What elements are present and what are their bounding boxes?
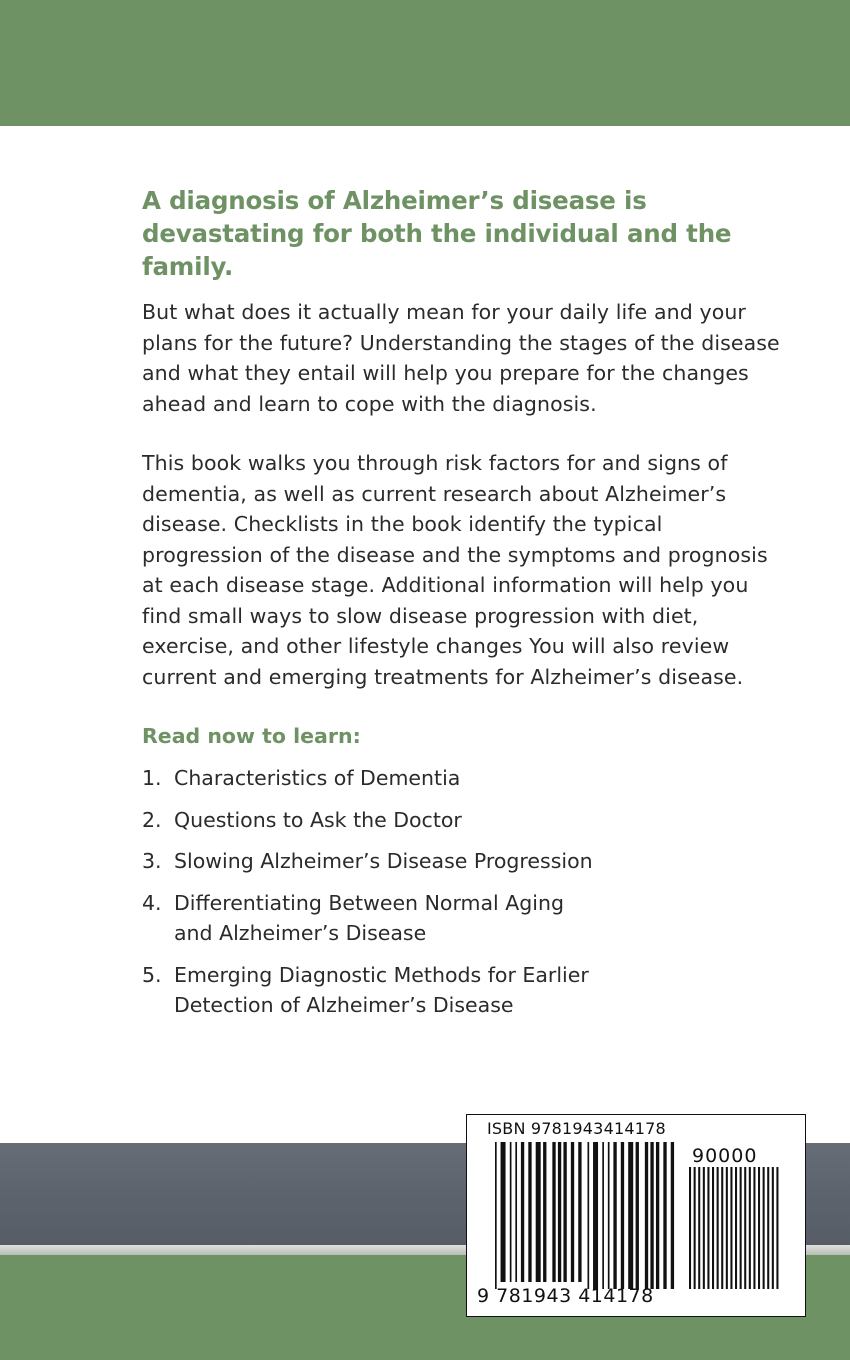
barcode-bar bbox=[650, 1142, 653, 1289]
description-paragraph-1: But what does it actually mean for your daily life and your plans for the future? Understanding the stages of the disease and what they entail will help you prepare for the changes ahead and learn to cope with the diagnosis. bbox=[142, 300, 780, 416]
barcode-bar bbox=[744, 1167, 746, 1289]
barcode-bar bbox=[712, 1167, 714, 1289]
barcode-bar bbox=[543, 1142, 546, 1282]
barcode-bar bbox=[578, 1142, 581, 1282]
list-item bbox=[142, 846, 782, 877]
barcode-bar bbox=[636, 1142, 639, 1289]
barcode-bar bbox=[536, 1142, 541, 1282]
list-item-text: Questions to Ask the Doctor bbox=[174, 807, 462, 832]
barcode-bar bbox=[495, 1142, 497, 1289]
barcode-bar bbox=[593, 1142, 598, 1289]
list-item-text: Characteristics of Dementia bbox=[174, 766, 461, 790]
barcode-bar bbox=[749, 1167, 751, 1289]
barcode-bar bbox=[763, 1167, 765, 1289]
barcode-bar bbox=[521, 1142, 524, 1282]
learn-list bbox=[142, 763, 782, 1021]
barcode-bar bbox=[628, 1142, 633, 1289]
barcode-bar bbox=[694, 1167, 696, 1289]
barcode-bar bbox=[515, 1142, 517, 1282]
learn-heading: Read now to learn: bbox=[142, 724, 361, 748]
price-code: 90000 bbox=[692, 1145, 758, 1167]
barcode-bar bbox=[588, 1142, 590, 1289]
list-item-text: Differentiating Between Normal Aging and Alzheimer’s Disease bbox=[174, 890, 564, 945]
barcode-bar bbox=[776, 1167, 778, 1289]
barcode-bar bbox=[608, 1142, 610, 1289]
barcode-bar bbox=[552, 1142, 555, 1282]
list-item bbox=[142, 763, 782, 794]
barcode-bar bbox=[663, 1142, 666, 1289]
barcode-bar bbox=[645, 1142, 648, 1289]
back-cover-content bbox=[142, 184, 782, 1032]
barcode-bar bbox=[621, 1142, 624, 1289]
barcode-bar bbox=[707, 1167, 709, 1289]
barcode-bar bbox=[726, 1167, 728, 1289]
barcode-bar bbox=[689, 1167, 691, 1289]
isbn-label: ISBN 9781943414178 bbox=[487, 1119, 666, 1138]
list-item-number: 4. bbox=[142, 890, 162, 915]
top-color-band bbox=[0, 0, 850, 126]
barcode-bar bbox=[510, 1142, 512, 1282]
list-item-number: 3. bbox=[142, 849, 162, 873]
list-item bbox=[142, 960, 782, 1021]
barcode-bar bbox=[703, 1167, 705, 1289]
list-item-number: 2. bbox=[142, 807, 162, 832]
barcode-bar bbox=[528, 1142, 531, 1282]
barcode-bar bbox=[671, 1142, 674, 1289]
barcode-box bbox=[466, 1114, 806, 1317]
price-barcode bbox=[689, 1167, 781, 1289]
barcode-digits: 9 781943 414178 bbox=[477, 1285, 654, 1307]
barcode-bar bbox=[721, 1167, 723, 1289]
barcode-bar bbox=[501, 1142, 506, 1282]
list-item bbox=[142, 888, 782, 949]
barcode-bar bbox=[698, 1167, 700, 1289]
list-item-text: Slowing Alzheimer’s Disease Progression bbox=[174, 849, 593, 873]
barcode-bar bbox=[571, 1142, 574, 1282]
barcode-bar bbox=[717, 1167, 719, 1289]
barcode-bar bbox=[735, 1167, 737, 1289]
barcode-bar bbox=[558, 1142, 561, 1282]
barcode-bar bbox=[730, 1167, 732, 1289]
headline: A diagnosis of Alzheimer’s disease is devastating for both the individual and the family. bbox=[142, 186, 732, 281]
isbn-barcode bbox=[495, 1142, 680, 1289]
description-paragraph-2: This book walks you through risk factors for and signs of dementia, as well as current research about Alzheimer’s disease. Checklists in the book identify the typical progression of the disease and the symptoms and prognosis at each disease stage. Additional information will help you find small ways to slow disease progression with diet, exercise, and other lifestyle changes You will also review current and emerging treatments for Alzheimer’s disease. bbox=[142, 451, 768, 689]
barcode-bar bbox=[767, 1167, 769, 1289]
barcode-bar bbox=[656, 1142, 659, 1289]
list-item-text: Emerging Diagnostic Methods for Earlier Detection of Alzheimer’s Disease bbox=[174, 962, 589, 1017]
list-item-number: 5. bbox=[142, 962, 162, 987]
barcode-bar bbox=[602, 1142, 604, 1289]
barcode-bar bbox=[753, 1167, 755, 1289]
list-item bbox=[142, 805, 782, 836]
barcode-bar bbox=[758, 1167, 760, 1289]
barcode-bar bbox=[613, 1142, 616, 1289]
barcode-bar bbox=[740, 1167, 742, 1289]
barcode-bar bbox=[563, 1142, 566, 1282]
barcode-bar bbox=[772, 1167, 774, 1289]
list-item-number: 1. bbox=[142, 766, 162, 790]
